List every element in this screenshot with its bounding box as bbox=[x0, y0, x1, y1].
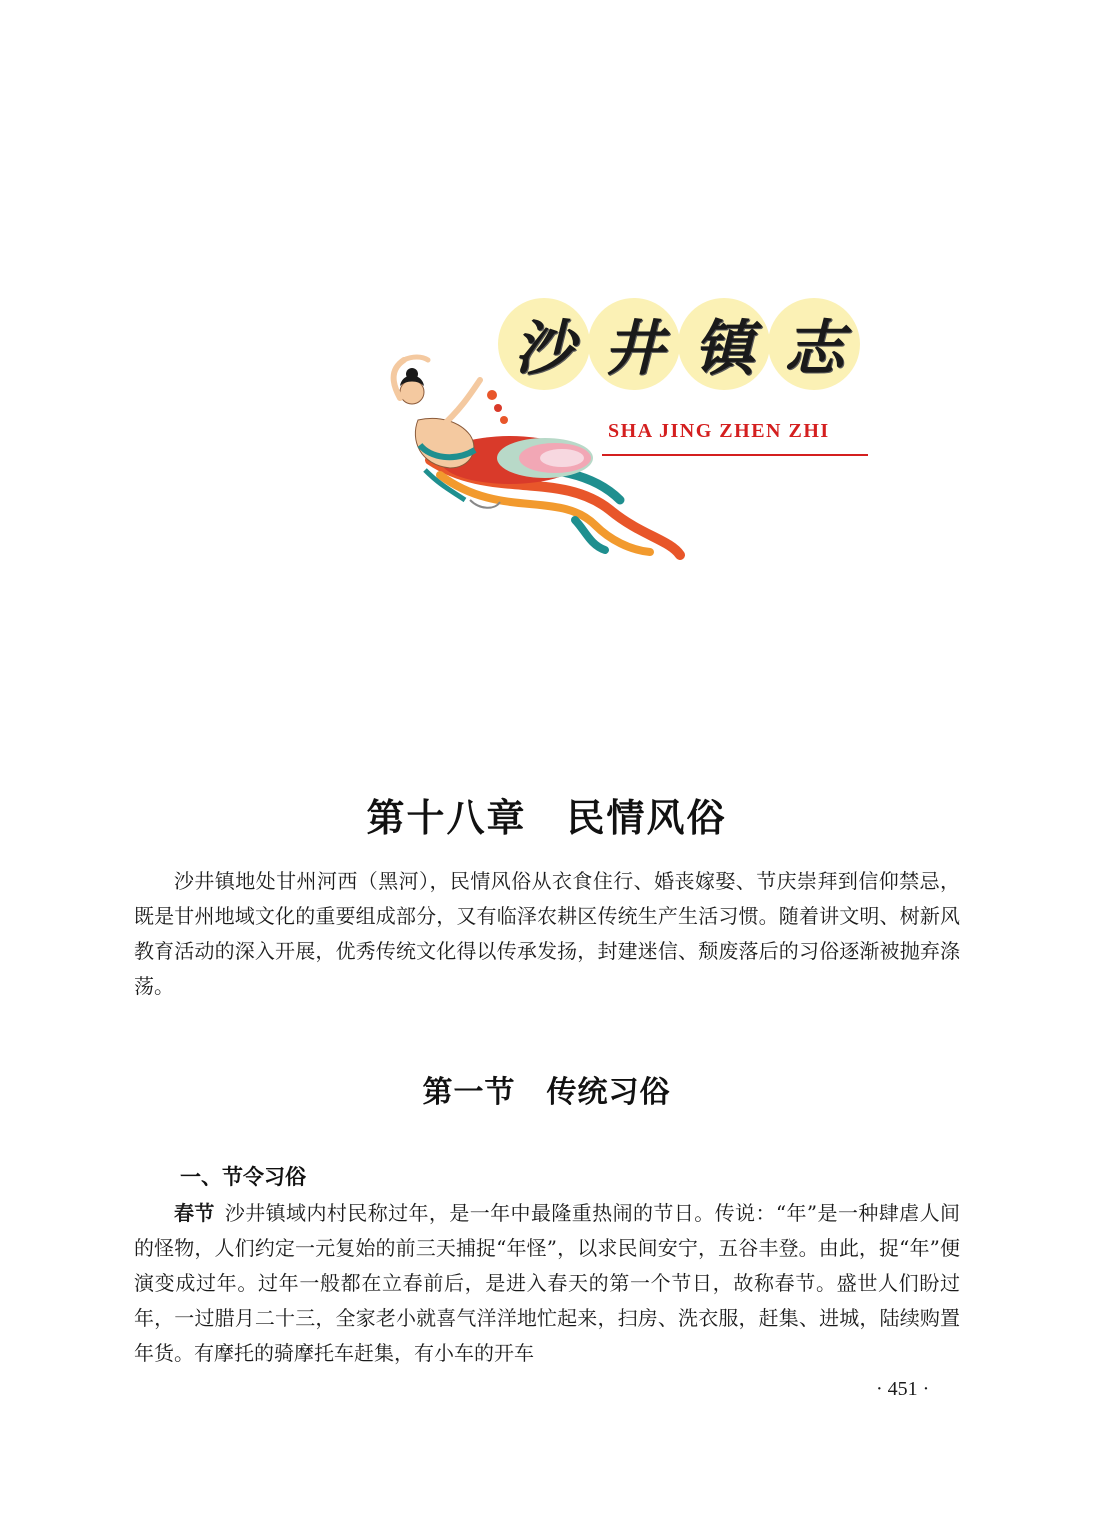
body-paragraph bbox=[134, 1196, 960, 1371]
book-title-badge bbox=[370, 290, 890, 570]
title-characters bbox=[498, 298, 858, 390]
page-number: · 451 · bbox=[876, 1378, 930, 1400]
section-title: 第一节 传统习俗 bbox=[422, 1074, 671, 1110]
title-char: 志 bbox=[768, 298, 860, 390]
title-romanization: SHA JING ZHEN ZHI bbox=[608, 420, 830, 442]
paragraph-text: 沙井镇域内村民称过年，是一年中最隆重热闹的节日。传说：“年”是一种肆虐人间的怪物，人们约定一元复始的前三天捕捉“年怪”，以求民间安宁，五谷丰登。由此，捉“年”便演变成过年。过年一般都在立春前后，是进入春天的第一个节日，故称春节。盛世人们盼过年，一过腊月二十三，全家老小就喜气洋洋地忙起来，扫房、洗衣服，赶集、进城，陆续购置年货。有摩托的骑摩托车赶集，有小车的开车 bbox=[134, 1201, 961, 1365]
paragraph-lead-term: 春节 bbox=[174, 1201, 215, 1225]
chapter-title: 第十八章 民情风俗 bbox=[366, 796, 727, 841]
intro-paragraph: 沙井镇地处甘州河西（黑河），民情风俗从衣食住行、婚丧嫁娶、节庆崇拜到信仰禁忌，既是甘州地域文化的重要组成部分，又有临泽农耕区传统生产生活习惯。随着讲文明、树新风教育活动的深入开展，优秀传统文化得以传承发扬，封建迷信、颓废落后的习俗逐渐被抛弃涤荡。 bbox=[134, 869, 960, 998]
title-underline bbox=[602, 454, 868, 456]
title-char: 镇 bbox=[678, 298, 770, 390]
title-char: 井 bbox=[588, 298, 680, 390]
subsection-title: 一、节令习俗 bbox=[180, 1165, 306, 1189]
title-char: 沙 bbox=[498, 298, 590, 390]
